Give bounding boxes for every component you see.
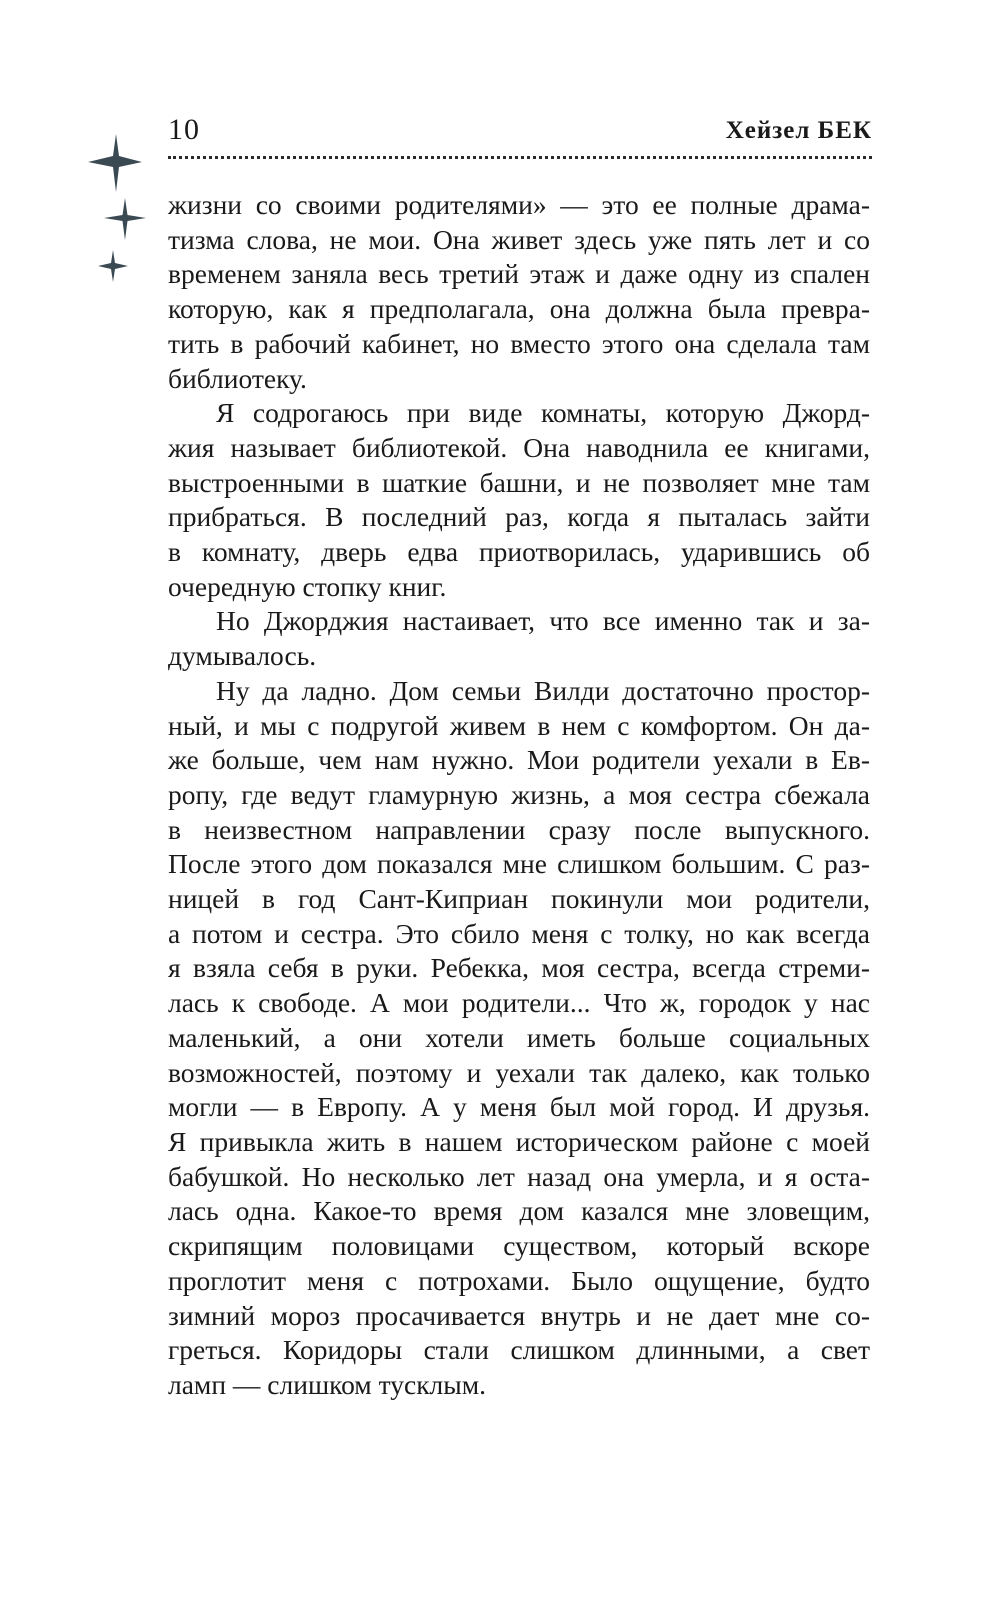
text-line: же больше, чем нам нужно. Мои родители уехали в Ев- (168, 744, 870, 776)
text-line: я взяла себя в руки. Ребекка, моя сестра, всегда стреми- (168, 952, 870, 984)
text-line: скрипящим половицами существом, который вскоре (168, 1230, 870, 1262)
sparkle-icon (98, 250, 128, 282)
text-line: ламп — слишком тусклым. (168, 1368, 487, 1400)
text-line: временем заняла весь третий этаж и даже одну из спален (168, 258, 870, 290)
text-line: тизма слова, не мои. Она живет здесь уже пять лет и со (168, 223, 870, 255)
page-number: 10 (168, 113, 200, 146)
paragraph (168, 674, 870, 1403)
text-line: выстроенными в шаткие башни, и не позволяет мне там (168, 466, 870, 498)
text-line: проглотит меня с потрохами. Было ощущение, будто (168, 1264, 870, 1296)
text-line: библиотеку. (168, 362, 307, 394)
text-line: а потом и сестра. Это сбило меня с толку, но как всегда (168, 917, 870, 949)
text-line: Ну да ладно. Дом семьи Вилди достаточно простор- (216, 674, 870, 706)
text-line: лась к свободе. А мои родители... Что ж, городок у нас (168, 987, 870, 1019)
body-text (168, 188, 870, 1403)
text-line: маленький, а они хотели иметь больше социальных (168, 1021, 870, 1053)
text-line: возможностей, поэтому и уехали так далеко, как только (168, 1056, 870, 1088)
sparkle-icon (88, 134, 142, 192)
text-line: думывалось. (168, 640, 317, 672)
text-line: очередную стопку книг. (168, 570, 447, 602)
text-line: лась одна. Какое-то время дом казался мне зловещим, (168, 1195, 870, 1227)
text-line: тить в рабочий кабинет, но вместо этого она сделала там (168, 327, 870, 359)
paragraph (168, 396, 870, 604)
text-line: прибраться. В последний раз, когда я пыталась зайти (168, 501, 870, 533)
text-line: Я привыкла жить в нашем историческом районе с моей (168, 1125, 870, 1157)
running-head: Хейзел БЕК (725, 117, 872, 144)
text-line: жия называет библиотекой. Она наводнила ее книгами, (168, 431, 870, 463)
text-line: могли — в Европу. А у меня был мой город. И друзья. (168, 1091, 870, 1123)
text-line: зимний мороз просачивается внутрь и не дает мне со- (168, 1299, 870, 1331)
text-line: бабушкой. Но несколько лет назад она умерла, и я оста- (168, 1160, 870, 1192)
text-line: ный, и мы с подругой живем в нем с комфортом. Он да- (168, 709, 870, 741)
text-line: в неизвестном направлении сразу после выпускного. (168, 813, 870, 845)
text-line: греться. Коридоры стали слишком длинными, а свет (168, 1334, 870, 1366)
text-line: ницей в год Сант-Киприан покинули мои родители, (168, 883, 870, 915)
header-divider (168, 156, 872, 159)
text-line: жизни со своими родителями» — это ее полные драма- (168, 189, 870, 220)
text-line: Я содрогаюсь при виде комнаты, которую Джорд- (216, 397, 870, 429)
paragraph (168, 188, 870, 396)
sparkles-decoration (80, 134, 170, 294)
text-line: которую, как я предполагала, она должна была превра- (168, 293, 870, 325)
text-line: ропу, где ведут гламурную жизнь, а моя сестра сбежала (168, 778, 870, 810)
paragraph (168, 604, 870, 673)
text-line: Но Джорджия настаивает, что все именно так и за- (216, 605, 870, 637)
sparkle-icon (104, 198, 146, 240)
text-line: После этого дом показался мне слишком большим. С раз- (168, 848, 870, 880)
text-line: в комнату, дверь едва приотворилась, ударившись об (168, 536, 870, 568)
